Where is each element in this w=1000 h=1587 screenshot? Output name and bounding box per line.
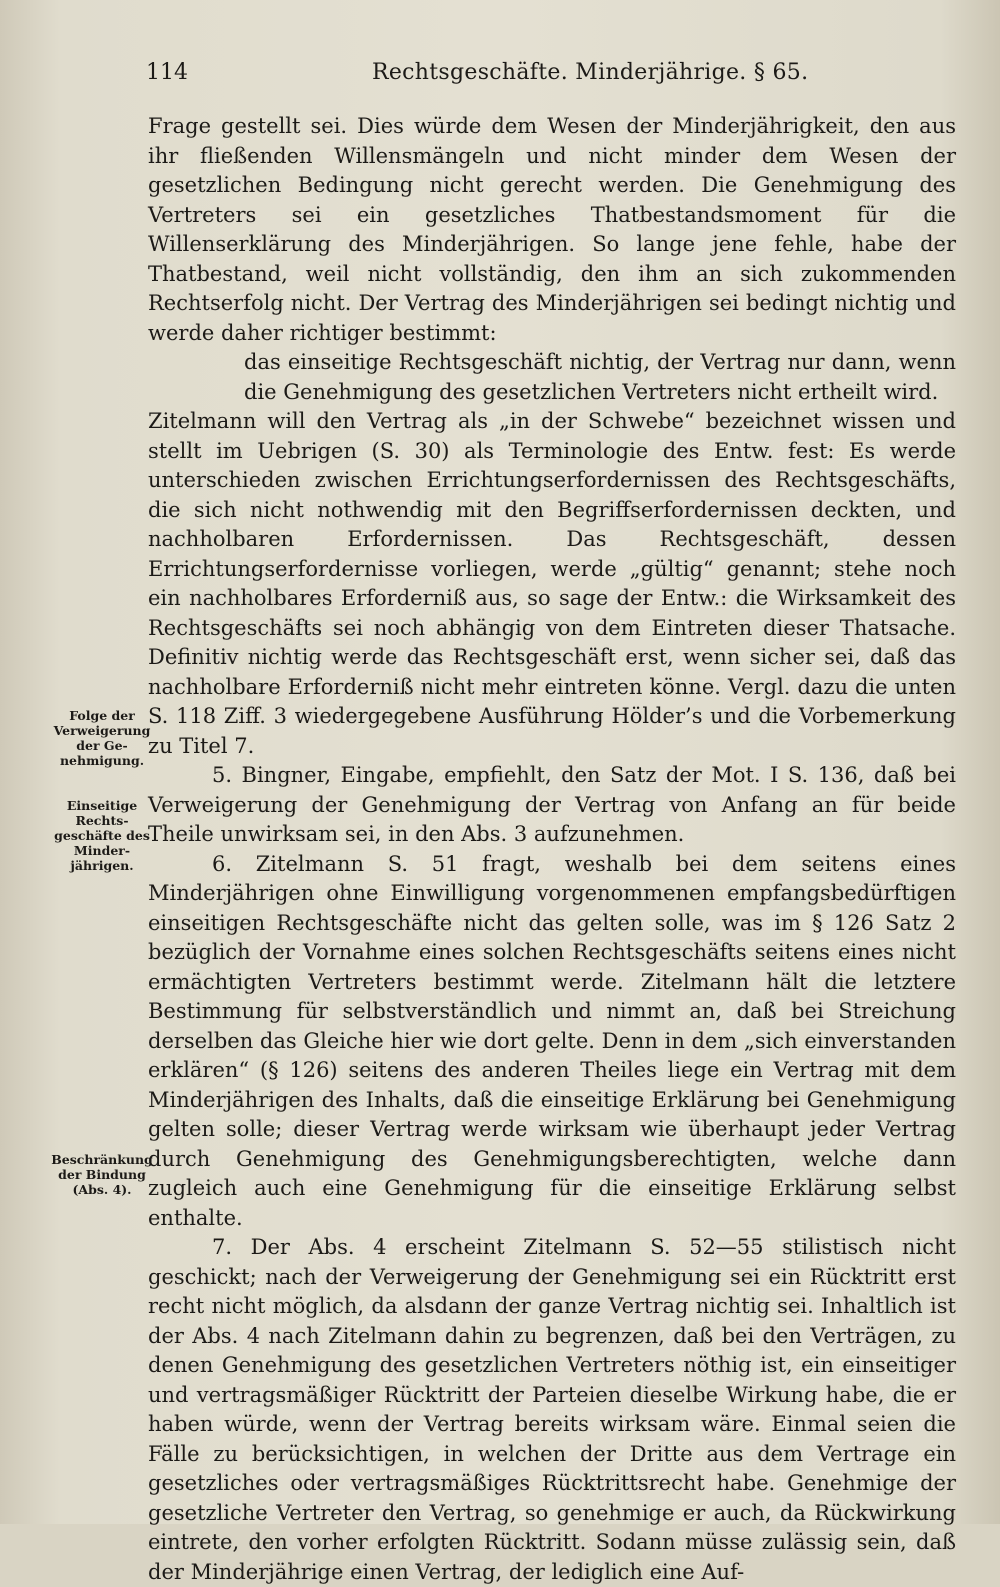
- marginal-line: der Ge-: [76, 738, 128, 753]
- page-header: [140, 54, 960, 94]
- marginal-line: (Abs. 4).: [72, 1182, 132, 1197]
- marginal-line: Einseitige: [66, 798, 138, 813]
- marginal-line: Minder-: [73, 843, 131, 858]
- marginal-line: Verweigerung: [53, 723, 151, 738]
- paragraph-quoted-rule: das einseitige Rechtsgeschäft nichtig, der Vertrag nur dann, wenn die Genehmigung des gesetzlichen Vertreters nicht ertheilt wird.: [244, 350, 956, 404]
- marginal-line: Rechts-: [75, 813, 129, 828]
- marginal-line: nehmigung.: [59, 753, 145, 768]
- paragraph-item-7: 7. Der Abs. 4 erscheint Zitelmann S. 52—55 stilistisch nicht geschickt; nach der Verweigerung der Genehmigung sei ein Rücktritt erst recht nicht möglich, da alsdann der ganze Vertrag nichtig sei. Inhaltlich ist der Abs. 4 nach Zitelmann dahin zu begrenzen, daß bei den Verträgen, zu denen Genehmigung des gesetzlichen Vertreters nöthig ist, ein einseitiger und vertragsmäßiger Rücktritt der Parteien dieselbe Wirkung habe, die er haben würde, wenn der Vertrag bereits wirksam wäre. Einmal seien die Fälle zu berücksichtigen, in welchen der Dritte aus dem Vertrage ein gesetzliches oder vertragsmäßiges Rücktrittsrecht habe. Genehmige der gesetzliche Vertreter den Vertrag, so genehmige er auch, da Rückwirkung eintrete, den vorher erfolgten Rücktritt. Sodann müsse zulässig sein, daß der Minderjährige einen Vertrag, der lediglich eine Auf-: [148, 1235, 956, 1584]
- page-number: 114: [146, 60, 188, 85]
- running-head: Rechtsgeschäfte. Minderjährige. § 65.: [372, 60, 809, 85]
- paragraph-item-6: 6. Zitelmann S. 51 fragt, weshalb bei dem seitens eines Minderjährigen ohne Einwilligung vorgenommenen empfangsbedürftigen einseitigen Rechtsgeschäfte nicht das gelten solle, was im § 126 Satz 2 bezüglich der Vornahme eines solchen Rechtsgeschäfts seitens eines nicht ermächtigten Vertreters bestimmt werde. Zitelmann hält die letztere Bestimmung für selbstverständlich und nimmt an, daß bei Streichung derselben das Gleiche hier wie dort gelte. Denn in dem „sich einverstanden erklären“ (§ 126) seitens des anderen Theiles liege ein Vertrag mit dem Minderjährigen des Inhalts, daß die einseitige Erklärung bei Genehmigung gelten solle; dieser Vertrag werde wirksam wie überhaupt jeder Vertrag durch Genehmigung des Genehmigungsberechtigten, welche dann zugleich auch eine Genehmigung für die einseitige Erklärung selbst enthalte.: [148, 851, 956, 1230]
- marginal-note-folge: [44, 708, 160, 768]
- body-text: [148, 112, 956, 1587]
- marginal-line: geschäfte des: [54, 828, 150, 843]
- marginal-line: Folge der: [69, 708, 135, 723]
- marginal-line: der Bindung: [58, 1167, 146, 1182]
- marginal-line: jährigen.: [70, 858, 134, 873]
- paragraph-continuation: Frage gestellt sei. Dies würde dem Wesen der Minderjährigkeit, den aus ihr fließenden Willensmängeln und nicht minder dem Wesen der gesetzlichen Bedingung nicht gerecht werden. Die Genehmigung des Vertreters sei ein gesetzliches Thatbestandsmoment für die Willenserklärung des Minderjährigen. So lange jene fehle, habe der Thatbestand, weil nicht vollständig, den ihm an sich zukommenden Rechtserfolg nicht. Der Vertrag des Minderjährigen sei bedingt nichtig und werde daher richtiger bestimmt:: [148, 114, 956, 345]
- marginal-note-beschraenkung: [44, 1152, 160, 1197]
- marginal-note-einseitige: [44, 798, 160, 873]
- paragraph-item-5: 5. Bingner, Eingabe, empfiehlt, den Satz der Mot. I S. 136, daß bei Verweigerung der Genehmigung der Vertrag von Anfang an für beide Theile unwirksam sei, in den Abs. 3 aufzunehmen.: [148, 763, 956, 846]
- marginal-line: Beschränkung: [51, 1152, 153, 1167]
- paragraph-zitelmann-terminology: Zitelmann will den Vertrag als „in der Schwebe“ bezeichnet wissen und stellt im Uebrigen (S. 30) als Terminologie des Entw. fest: Es werde unterschieden zwischen Errichtungserfordernissen des Rechtsgeschäfts, die sich nicht nothwendig mit den Begriffserfordernissen deckten, und nachholbaren Erfordernissen. Das Rechtsgeschäft, dessen Errichtungserfordernisse vorliegen, werde „gültig“ genannt; stehe noch ein nachholbares Erforderniß aus, so sage der Entw.: die Wirksamkeit des Rechtsgeschäfts sei noch abhängig von dem Eintreten dieser Thatsache. Definitiv nichtig werde das Rechtsgeschäft erst, wenn sicher sei, daß das nachholbare Erforderniß nicht mehr eintreten könne. Vergl. dazu die unten S. 118 Ziff. 3 wiedergegebene Ausführung Hölder’s und die Vorbemerkung zu Titel 7.: [148, 409, 956, 758]
